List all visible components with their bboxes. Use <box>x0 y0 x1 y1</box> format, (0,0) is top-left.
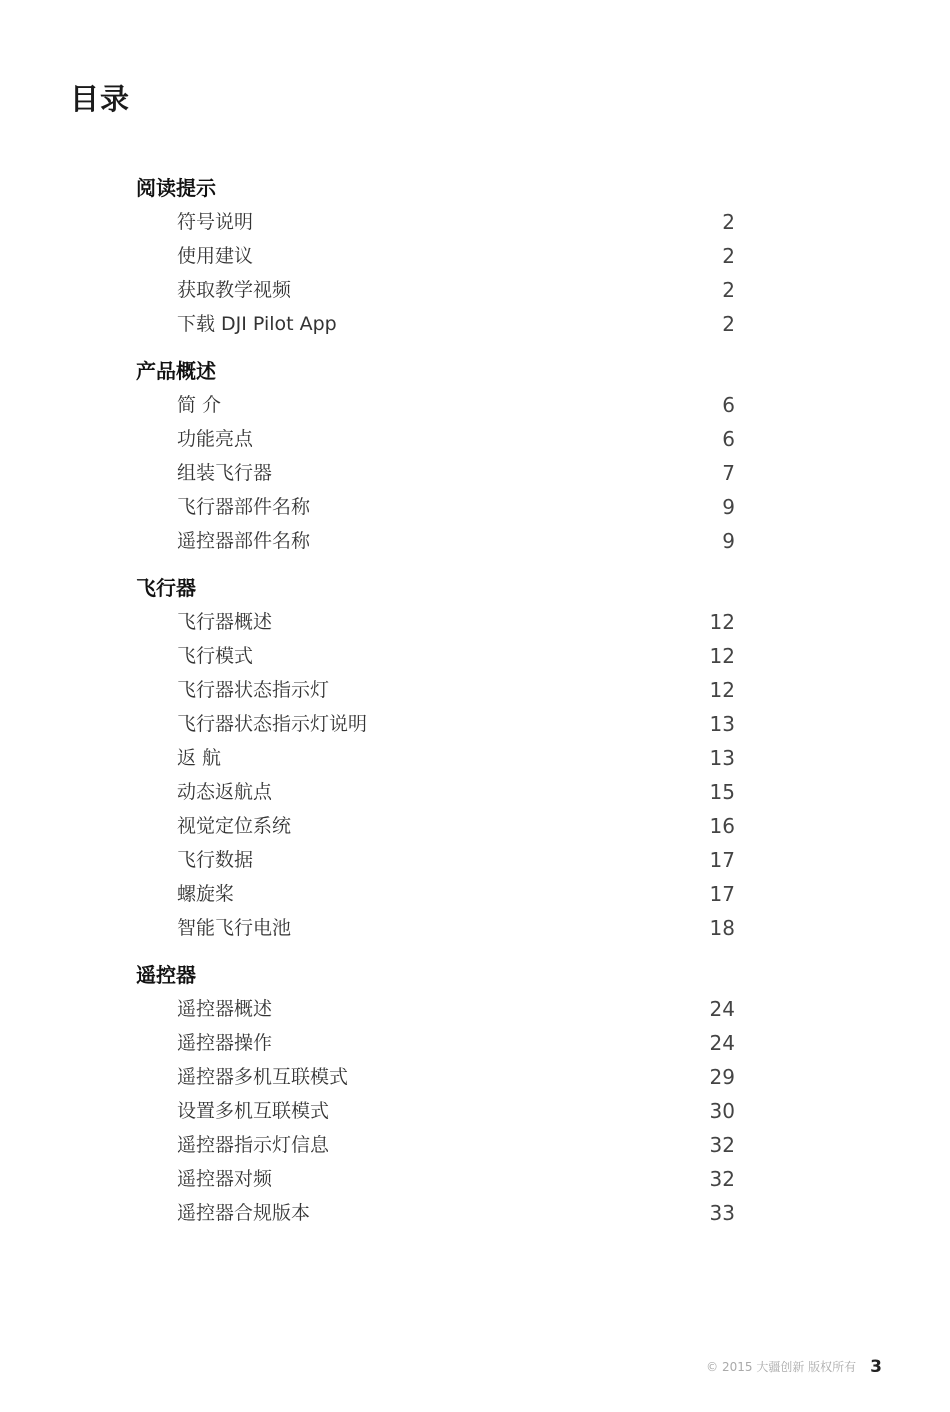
toc-entry[interactable] <box>0 1026 950 1060</box>
entry-label: 简 介 <box>177 394 222 416</box>
entry-page-number: 2 <box>722 210 735 234</box>
entry-label: 组装飞行器 <box>177 462 273 484</box>
entry-label: 视觉定位系统 <box>177 815 292 837</box>
toc-entry[interactable] <box>0 456 950 490</box>
entry-label: 遥控器合规版本 <box>177 1202 311 1224</box>
toc-entry[interactable] <box>0 1060 950 1094</box>
entry-page-number: 24 <box>709 1031 735 1055</box>
toc-entry[interactable] <box>0 707 950 741</box>
entry-label: 遥控器多机互联模式 <box>177 1066 349 1088</box>
entry-page-number: 18 <box>709 916 735 940</box>
entry-label: 遥控器概述 <box>177 998 273 1020</box>
table-of-contents <box>0 171 950 1230</box>
toc-section <box>0 571 950 945</box>
entry-page-number: 15 <box>709 780 735 804</box>
entry-label: 遥控器部件名称 <box>177 530 311 552</box>
section-heading: 飞行器 <box>136 576 196 600</box>
entry-page-number: 29 <box>709 1065 735 1089</box>
entry-label: 下载 DJI Pilot App <box>177 313 337 335</box>
toc-entry[interactable] <box>0 205 950 239</box>
entry-label: 设置多机互联模式 <box>177 1100 330 1122</box>
page-footer <box>706 1356 882 1378</box>
copyright-notice: © 2015 大疆创新 版权所有 <box>706 1360 857 1374</box>
toc-entry[interactable] <box>0 673 950 707</box>
toc-entry[interactable] <box>0 239 950 273</box>
toc-entry[interactable] <box>0 388 950 422</box>
entry-page-number: 12 <box>709 610 735 634</box>
toc-entry[interactable] <box>0 1128 950 1162</box>
entry-label: 遥控器操作 <box>177 1032 273 1054</box>
entry-label: 遥控器对频 <box>177 1168 273 1190</box>
entry-label: 飞行器概述 <box>177 611 273 633</box>
toc-section <box>0 171 950 341</box>
toc-entry[interactable] <box>0 1094 950 1128</box>
entry-page-number: 30 <box>709 1099 735 1123</box>
entry-page-number: 9 <box>722 529 735 553</box>
entry-label: 返 航 <box>177 747 222 769</box>
toc-entry[interactable] <box>0 307 950 341</box>
toc-section <box>0 958 950 1230</box>
entry-label: 获取教学视频 <box>177 279 292 301</box>
toc-entry[interactable] <box>0 911 950 945</box>
page-title: 目录 <box>70 82 131 116</box>
section-heading: 产品概述 <box>136 359 216 383</box>
entry-label: 功能亮点 <box>177 428 254 450</box>
entry-page-number: 17 <box>709 848 735 872</box>
toc-entry[interactable] <box>0 524 950 558</box>
entry-page-number: 13 <box>709 712 735 736</box>
toc-section <box>0 354 950 558</box>
entry-page-number: 6 <box>722 393 735 417</box>
entry-label: 智能飞行电池 <box>177 917 292 939</box>
toc-entry[interactable] <box>0 775 950 809</box>
entry-page-number: 13 <box>709 746 735 770</box>
toc-entry[interactable] <box>0 809 950 843</box>
entry-page-number: 32 <box>709 1133 735 1157</box>
entry-label: 动态返航点 <box>177 781 273 803</box>
entry-label: 遥控器指示灯信息 <box>177 1134 330 1156</box>
toc-entry[interactable] <box>0 741 950 775</box>
section-heading: 遥控器 <box>136 963 196 987</box>
toc-entry[interactable] <box>0 490 950 524</box>
page-number: 3 <box>870 1357 882 1377</box>
toc-entry[interactable] <box>0 422 950 456</box>
toc-entry[interactable] <box>0 1162 950 1196</box>
entry-page-number: 12 <box>709 644 735 668</box>
entry-label: 飞行模式 <box>177 645 254 667</box>
entry-label: 使用建议 <box>177 245 254 267</box>
entry-page-number: 12 <box>709 678 735 702</box>
entry-label: 飞行器状态指示灯 <box>177 679 330 701</box>
entry-page-number: 2 <box>722 244 735 268</box>
entry-label: 飞行器状态指示灯说明 <box>177 713 368 735</box>
entry-page-number: 17 <box>709 882 735 906</box>
entry-page-number: 2 <box>722 312 735 336</box>
toc-entry[interactable] <box>0 605 950 639</box>
entry-page-number: 16 <box>709 814 735 838</box>
entry-label: 飞行器部件名称 <box>177 496 311 518</box>
entry-label: 螺旋桨 <box>177 883 235 905</box>
entry-label: 符号说明 <box>177 211 254 233</box>
toc-entry[interactable] <box>0 1196 950 1230</box>
entry-page-number: 32 <box>709 1167 735 1191</box>
section-heading: 阅读提示 <box>136 176 216 200</box>
entry-page-number: 2 <box>722 278 735 302</box>
entry-page-number: 9 <box>722 495 735 519</box>
entry-label: 飞行数据 <box>177 849 254 871</box>
toc-entry[interactable] <box>0 273 950 307</box>
toc-entry[interactable] <box>0 843 950 877</box>
entry-page-number: 6 <box>722 427 735 451</box>
entry-page-number: 24 <box>709 997 735 1021</box>
toc-entry[interactable] <box>0 639 950 673</box>
toc-entry[interactable] <box>0 877 950 911</box>
entry-page-number: 33 <box>709 1201 735 1225</box>
entry-page-number: 7 <box>722 461 735 485</box>
toc-entry[interactable] <box>0 992 950 1026</box>
